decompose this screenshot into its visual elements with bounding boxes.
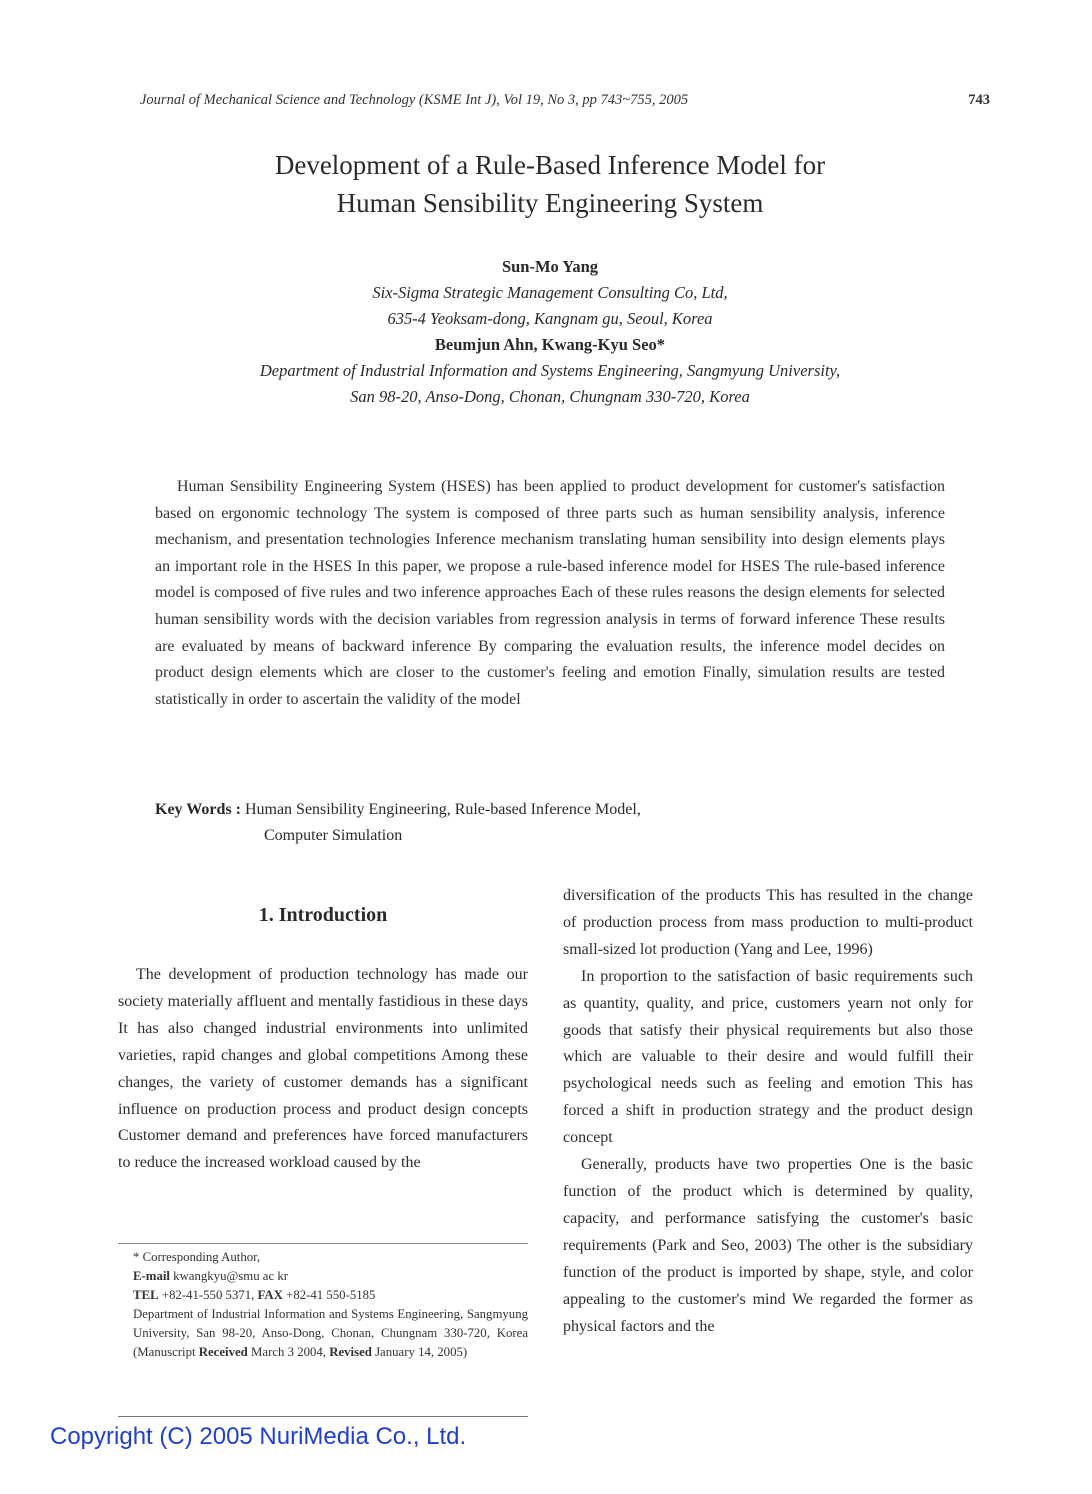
footnote-tel: +82-41-550 5371, — [161, 1288, 255, 1302]
footnote-received: March 3 2004, — [251, 1345, 327, 1359]
footnote — [133, 1248, 528, 1362]
intro-paragraph-1: The development of production technology has made our society materially affluent and mentally fastidious in these days It has also changed industrial environments into unlimited varieties, rapid changes and global competitions Among these changes, the variety of customer demands has a significant influence on production process and product design concepts Customer demand and preferences have forced manufacturers to reduce the increased workload caused by the — [118, 966, 528, 1172]
footnote-department: Department of Industrial Information and Systems Engineering, Sangmyung University, San 98-20, Anso-Dong, Chonan, Chungnam 330-720, Korea (Manuscript — [133, 1307, 528, 1359]
footnote-tel-label: TEL — [133, 1288, 159, 1302]
body-right-column — [563, 883, 973, 1340]
keywords — [155, 797, 945, 849]
footnote-revised-label: Revised — [329, 1345, 372, 1359]
footnote-received-label: Received — [198, 1345, 248, 1359]
journal-header — [140, 92, 990, 109]
journal-citation: Journal of Mechanical Science and Technology (KSME Int J), Vol 19, No 3, pp 743~755, 2005 — [140, 92, 689, 108]
author-block — [120, 254, 980, 410]
paper-title — [120, 146, 980, 222]
keywords-label: Key Words : — [155, 801, 241, 818]
author-2-affiliation-line-1: Department of Industrial Information and Systems Engineering, Sangmyung University, — [259, 361, 841, 380]
footnote-email-label: E-mail — [133, 1269, 170, 1283]
bottom-divider — [118, 1416, 528, 1417]
intro-paragraph-2: In proportion to the satisfaction of basic requirements such as quantity, quality, and price, customers yearn not only for goods that satisfy their physical requirements but also those which are valuable to their desire and would fulfill their psychological needs such as feeling and emotion This has forced a shift in production strategy and the product design concept — [563, 967, 973, 1147]
intro-paragraph-continued: diversification of the products This has resulted in the change of production process from mass production to multi-product small-sized lot production (Yang and Lee, 1996) — [563, 887, 973, 958]
abstract — [155, 474, 945, 713]
page-number: 743 — [968, 92, 990, 108]
abstract-text: Human Sensibility Engineering System (HSES) has been applied to product development for customer's satisfaction based on ergonomic technology The system is composed of three parts such as human sensibility analysis, inference mechanism, and presentation technologies Inference mechanism translating human sensibility into design elements plays an important role in the HSES In this paper, we propose a rule-based inference model for HSES The rule-based inference model is composed of five rules and two inference approaches Each of these rules reasons the design elements for selected human sensibility words with the decision variables from regression analysis in terms of forward inference These results are evaluated by means of backward inference By comparing the evaluation results, the inference model decides on product design elements which are closer to the customer's feeling and emotion Finally, simulation results are tested statistically in order to ascertain the validity of the model — [155, 478, 945, 708]
author-1-name: Sun-Mo Yang — [501, 257, 599, 276]
author-2-affiliation-line-2: San 98-20, Anso-Dong, Chonan, Chungnam 330-720, Korea — [350, 387, 750, 406]
title-line-1: Development of a Rule-Based Inference Model for — [274, 150, 826, 180]
author-2-names: Beumjun Ahn, Kwang-Kyu Seo* — [434, 335, 666, 354]
footnote-divider — [118, 1243, 528, 1244]
title-line-2: Human Sensibility Engineering System — [336, 188, 764, 218]
footnote-corresponding: * Corresponding Author, — [133, 1250, 261, 1264]
author-1-affiliation-line-2: 635-4 Yeoksam-dong, Kangnam gu, Seoul, Korea — [387, 309, 713, 328]
keywords-line-2: Computer Simulation — [264, 827, 403, 844]
body-left-column — [118, 962, 528, 1177]
section-heading: 1. Introduction — [258, 904, 388, 926]
copyright-watermark: Copyright (C) 2005 NuriMedia Co., Ltd. — [50, 1423, 467, 1450]
keywords-line-1: Human Sensibility Engineering, Rule-based Inference Model, — [244, 801, 641, 818]
intro-paragraph-3: Generally, products have two properties One is the basic function of the product which is determined by quality, capacity, and performance satisfying the customer's basic requirements (Park and Seo, 2003) The other is the subsidiary function of the product is imported by shape, style, and color appealing to the customer's mind We regarded the former as physical factors and the — [563, 1156, 973, 1335]
footnote-fax-label: FAX — [257, 1288, 283, 1302]
footnote-fax: +82-41 550-5185 — [286, 1288, 376, 1302]
author-1-affiliation-line-1: Six-Sigma Strategic Management Consulting Co, Ltd, — [372, 283, 728, 302]
footnote-email: kwangkyu@smu ac kr — [173, 1269, 289, 1283]
footnote-revised: January 14, 2005) — [375, 1345, 468, 1359]
